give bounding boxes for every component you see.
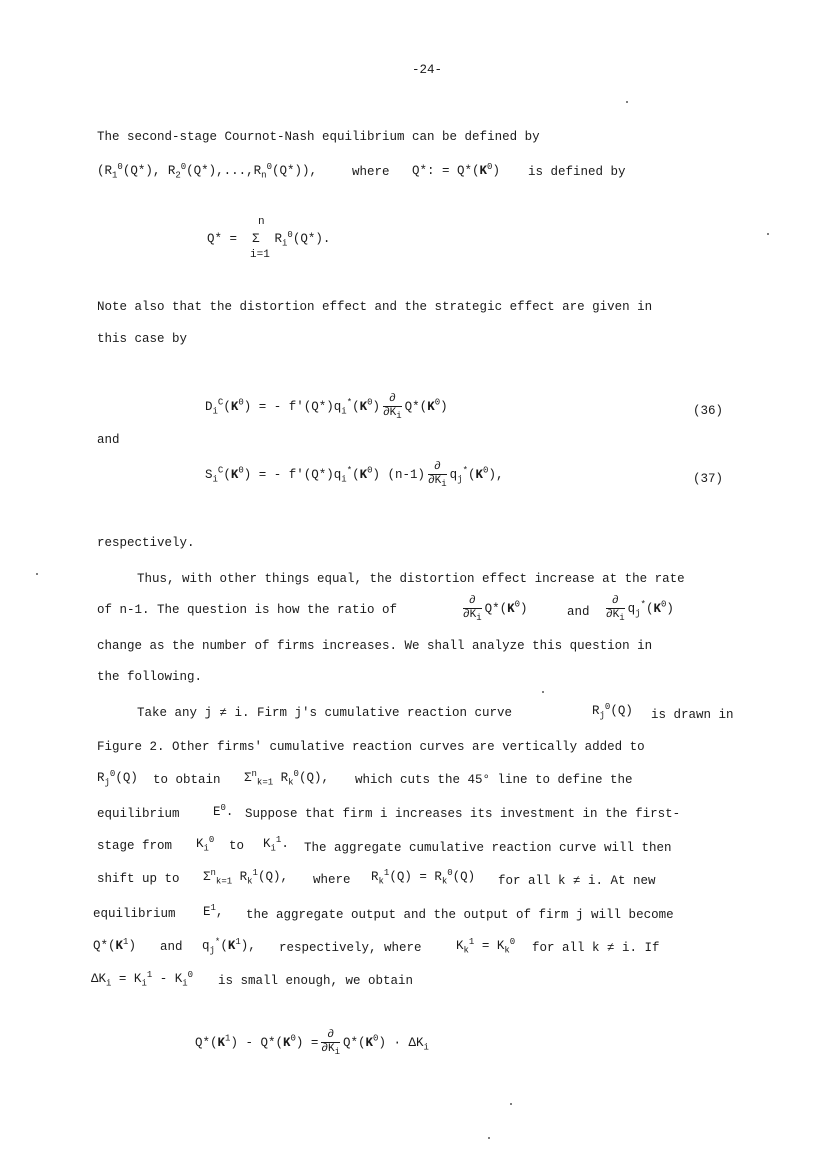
equation-37: $S_i^C(K^0)$ = - $f'(Q*)q_i^*(K^0)$ (n-1) $\frac{\partial}{\partial K_i}$ $q_j^*(K^0)$, [205, 461, 504, 490]
para2-line3c: which cuts the 45° line to define the [355, 773, 633, 787]
ratio-term-1: $\frac{\partial}{\partial K_i}$ $Q*(K^0)$ [463, 595, 528, 624]
final-equation: $Q*(K^1) - Q*(K^0)$ = $\frac{\partial}{\partial K_i}$ $Q*(K^0) \cdot \Delta K_i$ [195, 1029, 429, 1058]
para2-line2: Figure 2. Other firms' cumulative reaction curves are vertically added to [97, 740, 645, 754]
k-i-0: $K_i^0$ [196, 834, 215, 854]
scan-speck [488, 1137, 490, 1139]
para1-line2a: of n-1. The question is how the ratio of [97, 603, 398, 617]
para2-line5c: The aggregate cumulative reaction curve will then [304, 841, 672, 855]
ratio-term-2: $\frac{\partial}{\partial K_i}$ $q_j^*(K^0)$ [606, 595, 674, 624]
q-star-def: Q*: = $Q*(K^0)$ [412, 161, 500, 178]
para2-line7b: the aggregate output and the output of firm j will become [246, 908, 674, 922]
sum-rk-1: $\Sigma^n_{k=1}$ $R_k^1(Q)$, [203, 867, 288, 887]
note-line-2: this case by [97, 332, 188, 346]
para2-line3b: to obtain [153, 773, 221, 787]
r-j-q: $R_j^0(Q)$ [592, 701, 633, 721]
equilibrium-tuple: ($R_1^0(Q*)$, $R_2^0(Q*),...,R_n^0(Q*)$), [97, 161, 317, 181]
para2-line9b: is small enough, we obtain [218, 974, 414, 988]
para2-line6a: shift up to [97, 872, 180, 886]
para1-line3: change as the number of firms increases. We shall analyze this question in [97, 639, 653, 653]
r-j-q-2: $R_j^0(Q)$ [97, 768, 138, 788]
respectively-line: respectively. [97, 536, 195, 550]
para1-line1: Thus, with other things equal, the distortion effect increase at the rate [137, 572, 685, 586]
equation-36: $D_i^C(K^0)$ = - $f'(Q*)q_i^*(K^0)$ $\frac{\partial}{\partial K_i}$ $Q*(K^0)$ [205, 393, 448, 422]
eq37-label: (37) [693, 472, 724, 486]
para2-line7a: equilibrium [93, 907, 176, 921]
intro-where: where [352, 165, 390, 179]
and-word: and [97, 433, 120, 447]
eq36-label: (36) [693, 404, 724, 418]
para1-and: and [567, 605, 590, 619]
scan-speck [36, 573, 38, 575]
e1: $E^1$, [203, 902, 224, 919]
q-j-k1: $q_j^*(K^1)$, [202, 936, 256, 956]
para2-line5b: to [229, 839, 245, 853]
para2-line8c: for all k ≠ i. If [532, 941, 660, 955]
para1-line4: the following. [97, 670, 203, 684]
note-line-1: Note also that the distortion effect and the strategic effect are given in [97, 300, 653, 314]
para2-line4b: Suppose that firm i increases its investment in the first- [245, 807, 681, 821]
para2-line5a: stage from [97, 839, 173, 853]
para2-line1b: is drawn in [651, 708, 734, 722]
intro-defined-by: is defined by [528, 165, 626, 179]
q-star-k1: $Q*(K^1)$ [93, 936, 136, 953]
sum-rk: $\Sigma^n_{k=1}$ $R_k^0(Q)$, [244, 768, 329, 788]
k-k1-eq-k0: $K_k^1 = K_k^0$ [456, 936, 516, 956]
para2-line6c: for all k ≠ i. At new [498, 874, 656, 888]
page-number: -24- [412, 63, 443, 77]
e0: $E^0$. [213, 802, 234, 819]
k-i-1: $K_i^1$. [263, 834, 289, 854]
para2-line1a: Take any j ≠ i. Firm j's cumulative reaction curve [137, 706, 513, 720]
para2-line4a: equilibrium [97, 807, 180, 821]
scan-speck [510, 1103, 512, 1105]
scan-speck [626, 101, 628, 103]
intro-line-1: The second-stage Cournot-Nash equilibrium can be defined by [97, 130, 540, 144]
delta-k-def: $\Delta K_i = K_i^1 - K_i^0$ [91, 969, 194, 989]
para2-line6b: where [313, 873, 351, 887]
rk1-eq-rk0: $R_k^1(Q) = R_k^0(Q)$ [371, 867, 476, 887]
scan-speck [767, 233, 769, 235]
para2-line8a: and [160, 940, 183, 954]
para2-line8b: respectively, where [279, 941, 422, 955]
scan-speck [542, 691, 544, 693]
